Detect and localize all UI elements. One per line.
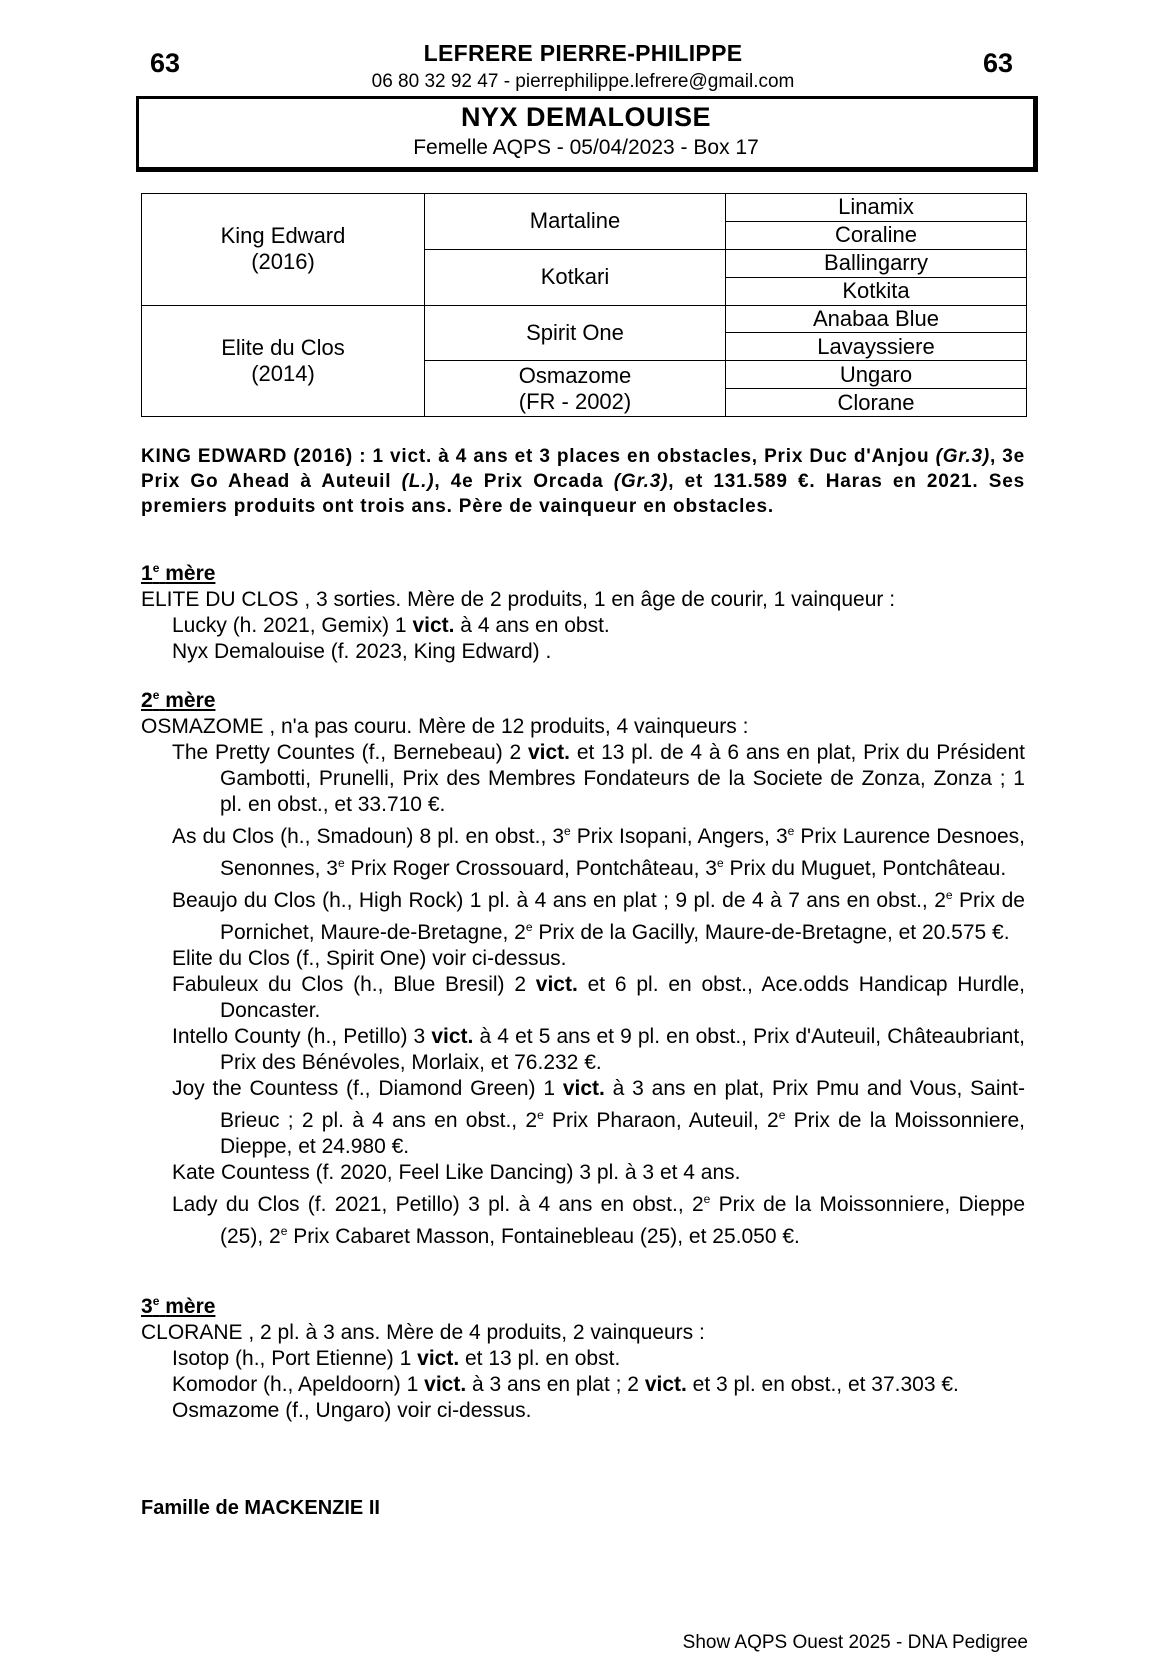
pedigree-ggp-3: Ballingarry: [726, 249, 1027, 277]
pedigree-sire-sire: Martaline: [425, 194, 726, 250]
produce-item: Intello County (h., Petillo) 3 vict. à 4 et 5 ans et 9 pl. en obst., Prix d'Auteuil, Châteaubriant, Prix des Bénévoles, Morlaix, et 76.232 €.: [172, 1025, 1025, 1074]
section-first-dam: [141, 555, 1025, 665]
dam-dam-note: (FR - 2002): [518, 388, 632, 414]
owner-name: LEFRERE PIERRE-PHILIPPE: [423, 40, 743, 66]
pedigree-table: [141, 193, 1027, 417]
dam-name: Elite du Clos: [221, 334, 345, 360]
produce-item: Kate Countess (f. 2020, Feel Like Dancing) 3 pl. à 3 et 4 ans.: [172, 1161, 741, 1184]
produce-item: Nyx Demalouise (f. 2023, King Edward) .: [172, 640, 552, 663]
lot-number-left: 63: [150, 48, 181, 78]
sire-note-text: , et 131.589 €. Haras en 2021. Ses premiers produits ont trois ans. Père de vainqueur en obstacles.: [141, 471, 1025, 517]
section-intro: CLORANE , 2 pl. à 3 ans. Mère de 4 produits, 2 vainqueurs :: [141, 1321, 705, 1344]
sire-year: (2016): [251, 249, 315, 275]
produce-item: The Pretty Countes (f., Bernebeau) 2 vict. et 13 pl. de 4 à 6 ans en plat, Prix du Président Gambotti, Prunelli, Prix des Membres Fondateurs de la Societe de Zonza, Zonza ; 1 pl. en obst., et 33.710 €.: [172, 741, 1026, 816]
section-intro: OSMAZOME , n'a pas couru. Mère de 12 produits, 4 vainqueurs :: [141, 715, 749, 738]
produce-item: Fabuleux du Clos (h., Blue Bresil) 2 vict. et 6 pl. en obst., Ace.odds Handicap Hurdle, Doncaster.: [172, 973, 1026, 1022]
pedigree-dam: [142, 305, 425, 417]
section-intro: ELITE DU CLOS , 3 sorties. Mère de 2 produits, 1 en âge de courir, 1 vainqueur :: [141, 588, 896, 611]
pedigree-ggp-1: Linamix: [726, 194, 1027, 222]
section-second-dam: [141, 682, 1025, 1250]
produce-item: Lady du Clos (f. 2021, Petillo) 3 pl. à 4 ans en obst., 2e Prix de la Moissonniere, Dieppe (25), 2e Prix Cabaret Masson, Fontainebleau (25), et 25.050 €.: [172, 1192, 1025, 1248]
sire-note-grade: (Gr.3): [613, 471, 669, 492]
pedigree-ggp-6: Lavayssiere: [726, 333, 1027, 361]
section-third-dam: [141, 1288, 1025, 1424]
produce-item: As du Clos (h., Smadoun) 8 pl. en obst., 3e Prix Isopani, Angers, 3e Prix Laurence Desnoes, Senonnes, 3e Prix Roger Crossouard, Pontchâteau, 3e Prix du Muguet, Pontchâteau.: [172, 824, 1025, 880]
produce-item: Komodor (h., Apeldoorn) 1 vict. à 3 ans en plat ; 2 vict. et 3 pl. en obst., et 37.303 €.: [172, 1373, 959, 1396]
page-footer: Show AQPS Ouest 2025 - DNA Pedigree: [682, 1632, 1028, 1653]
horse-name: NYX DEMALOUISE: [460, 102, 712, 132]
produce-item: Isotop (h., Port Etienne) 1 vict. et 13 pl. en obst.: [172, 1347, 621, 1370]
section-title: 1e mère: [141, 561, 216, 585]
sire-note-grade: (L.): [401, 471, 435, 492]
sire-note: [141, 444, 1025, 519]
section-title: 3e mère: [141, 1294, 216, 1318]
pedigree-sire-dam: Kotkari: [425, 249, 726, 305]
dam-dam-name: Osmazome: [518, 362, 632, 388]
sire-name: King Edward: [220, 223, 346, 249]
family-note: Famille de MACKENZIE II: [141, 1497, 380, 1519]
produce-item: Beaujo du Clos (h., High Rock) 1 pl. à 4 ans en plat ; 9 pl. de 4 à 7 ans en obst., 2e Prix de Pornichet, Maure-de-Bretagne, 2e Prix de la Gacilly, Maure-de-Bretagne, et 20.575 €.: [172, 888, 1025, 944]
pedigree-ggp-4: Kotkita: [726, 277, 1027, 305]
sire-note-text: , 3e Prix Go Ahead à Auteuil: [141, 446, 1025, 492]
sire-note-text: , 4e Prix Orcada: [434, 471, 614, 492]
produce-item: Joy the Countess (f., Diamond Green) 1 vict. à 3 ans en plat, Prix Pmu and Vous, Saint-Brieuc ; 2 pl. à 4 ans en obst., 2e Prix Pharaon, Auteuil, 2e Prix de la Moissonniere, Dieppe, et 24.980 €.: [172, 1077, 1026, 1158]
horse-info: Femelle AQPS - 05/04/2023 - Box 17: [413, 136, 759, 159]
owner-contact: 06 80 32 92 47 - pierrephilippe.lefrere@gmail.com: [371, 71, 795, 92]
produce-item: Lucky (h. 2021, Gemix) 1 vict. à 4 ans en obst.: [172, 614, 610, 637]
sire-note-text: KING EDWARD (2016) : 1 vict. à 4 ans et 3 places en obstacles, Prix Duc d'Anjou: [141, 446, 936, 467]
pedigree-dam-dam: [425, 361, 726, 417]
pedigree-ggp-8: Clorane: [726, 389, 1027, 417]
pedigree-dam-sire: Spirit One: [425, 305, 726, 361]
lot-number-right: 63: [983, 48, 1014, 78]
produce-item: Elite du Clos (f., Spirit One) voir ci-dessus.: [172, 947, 567, 970]
produce-item: Osmazome (f., Ungaro) voir ci-dessus.: [172, 1399, 532, 1422]
sire-note-grade: (Gr.3): [935, 446, 990, 467]
pedigree-ggp-5: Anabaa Blue: [726, 305, 1027, 333]
pedigree-ggp-7: Ungaro: [726, 361, 1027, 389]
section-title: 2e mère: [141, 688, 216, 712]
dam-year: (2014): [251, 360, 315, 386]
pedigree-ggp-2: Coraline: [726, 221, 1027, 249]
pedigree-sire: [142, 194, 425, 306]
horse-name-box: [136, 96, 1038, 172]
